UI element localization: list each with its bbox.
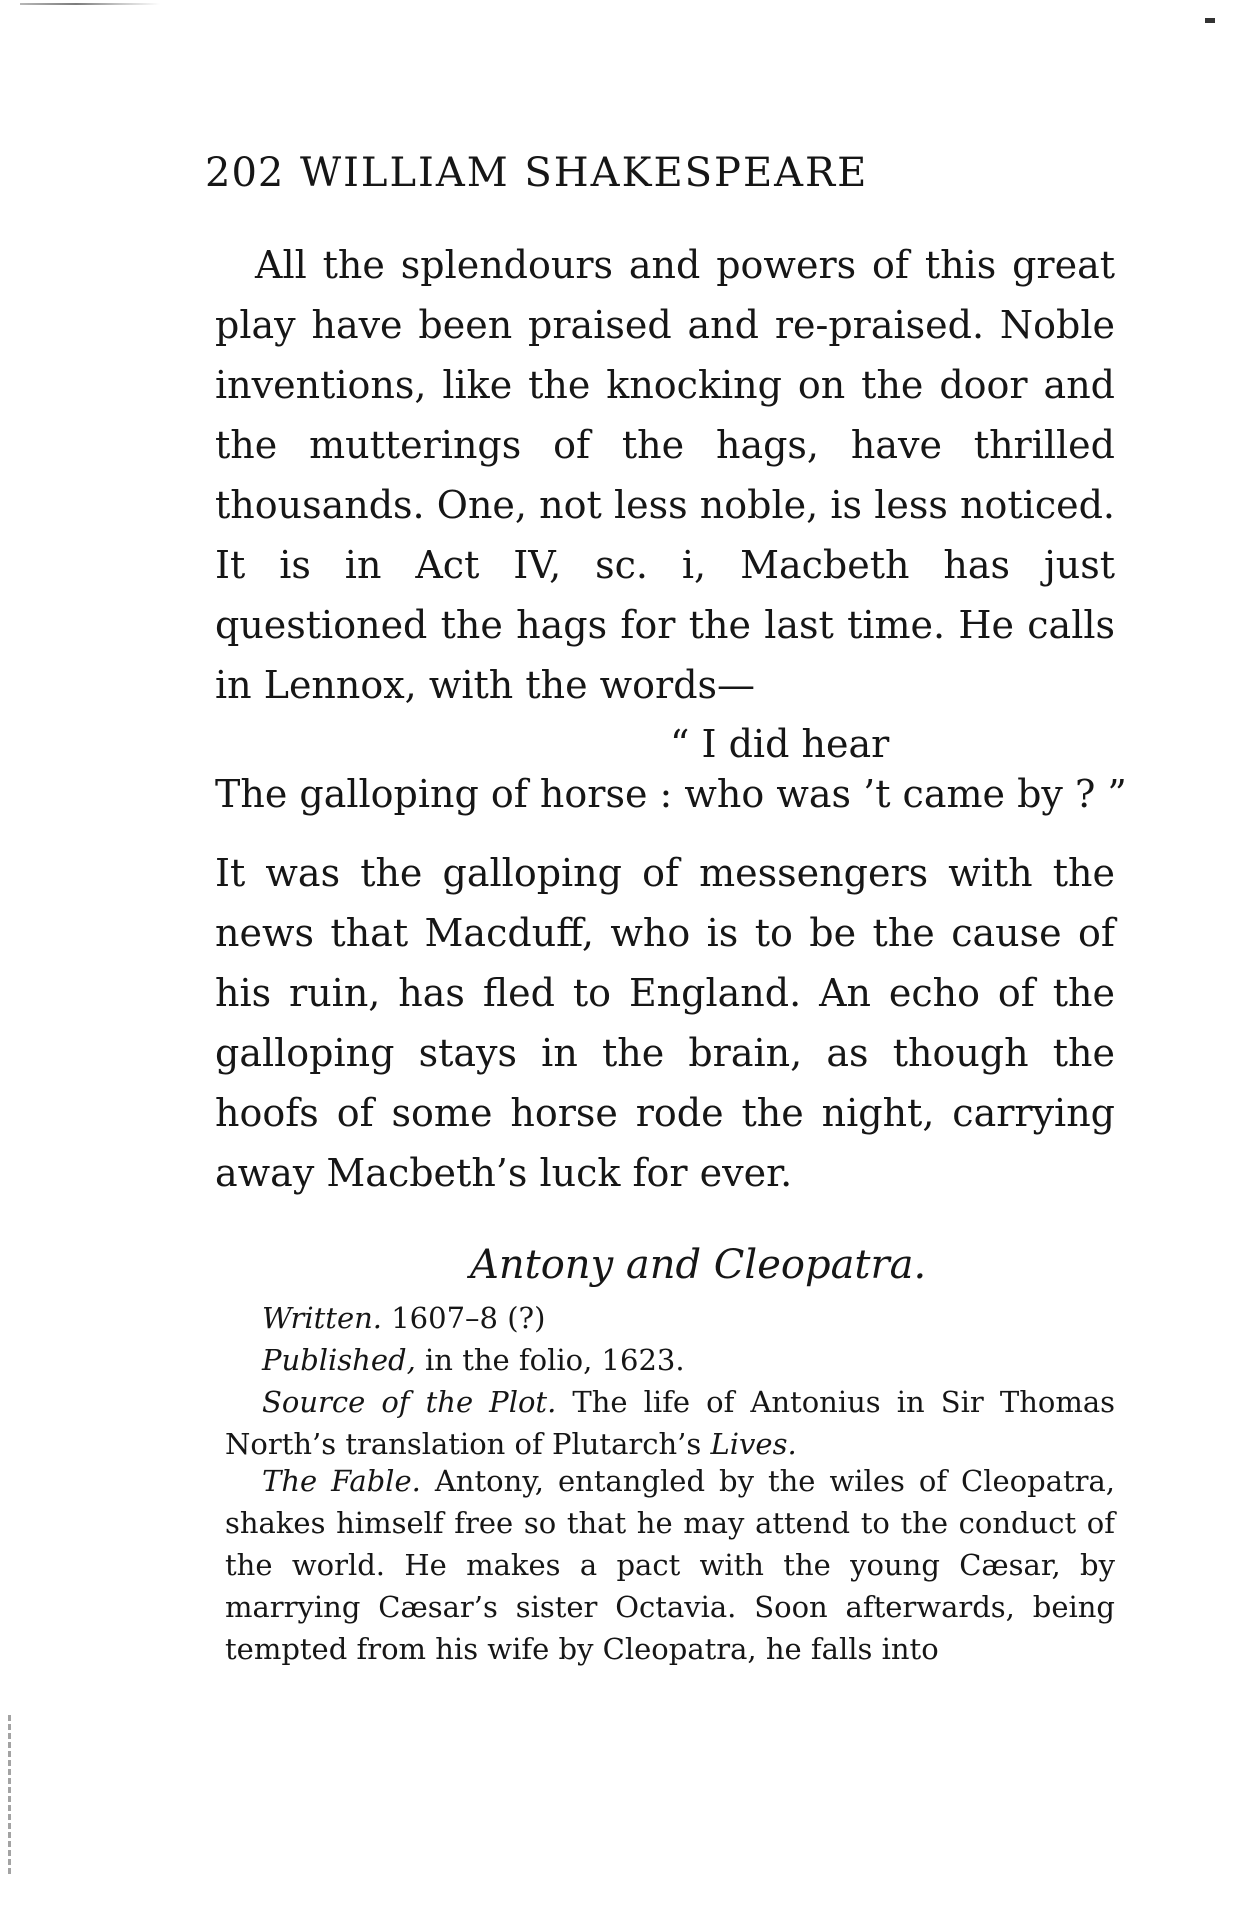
paragraph-2-text: It was the galloping of messengers with the news that Macduff, who is to be the cause of his ruin, has fled to England. An echo of the galloping stays in the brain, as though the hoofs of some horse rode the night, carrying away Macbeth’s luck for ever. <box>215 851 1115 1195</box>
source-value: The life of Antonius in Sir Thomas North’s translation of Plutarch’s <box>225 1385 1116 1461</box>
fable-value: Antony, entangled by the wiles of Cleopatra, shakes himself free so that he may attend to the conduct of the world. He makes a pact with the young Cæsar, by marrying Cæsar’s sister Octavia. Soon afterwards, being tempted from his wife by Cleopatra, he falls into <box>225 1464 1116 1666</box>
fable-paragraph <box>225 1460 1115 1670</box>
quote-line-1: “ I did hear <box>670 722 890 766</box>
source-label: Source of the Plot. <box>262 1385 557 1419</box>
running-title: WILLIAM SHAKESPEARE <box>300 150 869 196</box>
paragraph-galloping <box>215 843 1115 1203</box>
quote-line-2: The galloping of horse : who was ’t came by ? ” <box>215 772 1127 816</box>
published-label: Published, <box>262 1343 416 1377</box>
scan-artifact-corner <box>1205 18 1215 23</box>
page-number: 202 <box>205 150 285 196</box>
source-lives: Lives. <box>710 1427 797 1461</box>
fable-label: The Fable. <box>262 1464 421 1498</box>
written-line <box>262 1297 1152 1339</box>
scan-artifact-top <box>20 3 160 5</box>
scan-artifact-left-edge <box>8 1715 11 1875</box>
published-line <box>262 1339 1152 1381</box>
paragraph-macbeth-praise <box>215 235 1115 715</box>
written-label: Written. <box>262 1301 383 1335</box>
paragraph-1-text: All the splendours and powers of this great play have been praised and re-praised. Noble inventions, like the knocking on the door and the mutterings of the hags, have thrilled thousands. One, not less noble, is less noticed. It is in Act IV, sc. i, Macbeth has just questioned the hags for the last time. He calls in Lennox, with the words— <box>215 243 1115 707</box>
published-value: in the folio, 1623. <box>425 1343 685 1377</box>
written-value: 1607–8 (?) <box>391 1301 546 1335</box>
running-header <box>205 150 1005 196</box>
source-paragraph <box>225 1381 1115 1465</box>
section-title: Antony and Cleopatra. <box>470 1242 927 1288</box>
